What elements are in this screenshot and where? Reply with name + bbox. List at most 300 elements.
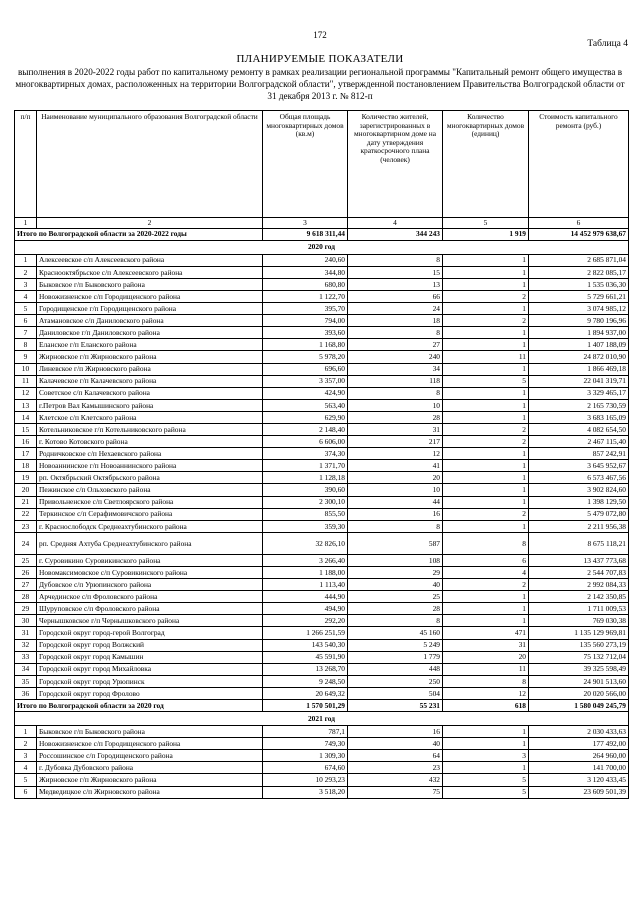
row-municipality: Привольненское с/п Светлоярского района — [37, 496, 263, 508]
row-cost: 141 700,00 — [529, 762, 629, 774]
table-row — [15, 460, 629, 472]
table-row — [15, 411, 629, 423]
row-houses: 2 — [443, 315, 529, 327]
row-index: 22 — [15, 508, 37, 520]
row-area: 1 128,18 — [263, 472, 348, 484]
row-area: 10 293,23 — [263, 774, 348, 786]
row-area: 344,80 — [263, 266, 348, 278]
row-cost: 13 437 773,68 — [529, 554, 629, 566]
table-header-row — [15, 111, 629, 218]
row-houses: 12 — [443, 687, 529, 699]
row-index: 16 — [15, 436, 37, 448]
table-row — [15, 762, 629, 774]
row-residents: 10 — [348, 484, 443, 496]
row-index: 10 — [15, 363, 37, 375]
table-label: Таблица 4 — [587, 39, 628, 49]
row-cost: 1 535 036,30 — [529, 278, 629, 290]
row-index: 23 — [15, 520, 37, 532]
row-cost: 1 711 009,53 — [529, 603, 629, 615]
row-cost: 1 866 469,18 — [529, 363, 629, 375]
row-municipality: Быковское г/п Быковского района — [37, 278, 263, 290]
row-residents: 75 — [348, 786, 443, 798]
row-index: 2 — [15, 738, 37, 750]
row-index: 17 — [15, 448, 37, 460]
row-houses: 1 — [443, 738, 529, 750]
total-2020-area: 1 570 501,29 — [263, 699, 348, 711]
row-area: 1 168,80 — [263, 339, 348, 351]
table-row — [15, 290, 629, 302]
row-index: 35 — [15, 675, 37, 687]
row-houses: 2 — [443, 579, 529, 591]
row-houses: 2 — [443, 436, 529, 448]
table-row — [15, 615, 629, 627]
row-houses: 1 — [443, 303, 529, 315]
row-houses: 1 — [443, 603, 529, 615]
row-residents: 240 — [348, 351, 443, 363]
row-cost: 135 560 273,19 — [529, 639, 629, 651]
row-municipality: Еланское г/п Еланского района — [37, 339, 263, 351]
row-municipality: Городской округ город Урюпинск — [37, 675, 263, 687]
total-all-cost: 14 452 979 638,67 — [529, 228, 629, 240]
row-area: 1 309,30 — [263, 750, 348, 762]
row-municipality: Калачевское г/п Калачевского района — [37, 375, 263, 387]
table-row — [15, 448, 629, 460]
total-all-label: Итого по Волгоградской области за 2020-2022 годы — [15, 228, 263, 240]
total-2020-houses: 618 — [443, 699, 529, 711]
row-municipality: г. Дубовка Дубовского района — [37, 762, 263, 774]
row-index: 30 — [15, 615, 37, 627]
row-houses: 1 — [443, 472, 529, 484]
row-area: 1 122,70 — [263, 290, 348, 302]
table-row — [15, 315, 629, 327]
row-cost: 2 142 350,85 — [529, 591, 629, 603]
row-houses: 1 — [443, 327, 529, 339]
row-index: 18 — [15, 460, 37, 472]
total-2020-row — [15, 699, 629, 711]
page-number: 172 — [313, 30, 327, 40]
row-residents: 8 — [348, 327, 443, 339]
row-houses: 4 — [443, 566, 529, 578]
row-houses: 1 — [443, 460, 529, 472]
row-area: 1 266 251,59 — [263, 627, 348, 639]
row-houses: 1 — [443, 278, 529, 290]
row-houses: 5 — [443, 786, 529, 798]
row-area: 292,20 — [263, 615, 348, 627]
row-residents: 8 — [348, 387, 443, 399]
row-municipality: Россошинское с/п Городищенского района — [37, 750, 263, 762]
total-all-area: 9 618 311,44 — [263, 228, 348, 240]
row-municipality: г. Котово Котовского района — [37, 436, 263, 448]
row-houses: 471 — [443, 627, 529, 639]
table-row — [15, 663, 629, 675]
header-residents: Количество жителей, зарегистрированных в многоквартирном доме на дату утверждения краткосрочного плана (человек) — [348, 111, 443, 218]
row-residents: 23 — [348, 762, 443, 774]
row-cost: 2 822 085,17 — [529, 266, 629, 278]
row-municipality: Алексеевское с/п Алексеевского района — [37, 254, 263, 266]
row-area: 855,50 — [263, 508, 348, 520]
header-area: Общая площадь многоквартирных домов (кв.м) — [263, 111, 348, 218]
column-number: 1 — [15, 218, 37, 229]
row-area: 390,60 — [263, 484, 348, 496]
row-index: 24 — [15, 532, 37, 554]
row-area: 749,30 — [263, 738, 348, 750]
row-index: 5 — [15, 774, 37, 786]
table-row — [15, 303, 629, 315]
table-row — [15, 532, 629, 554]
row-residents: 587 — [348, 532, 443, 554]
row-index: 20 — [15, 484, 37, 496]
row-municipality: Новоаннинское г/п Новоаннинского района — [37, 460, 263, 472]
table-row — [15, 472, 629, 484]
row-residents: 45 160 — [348, 627, 443, 639]
row-municipality: Дубовское с/п Урюпинского района — [37, 579, 263, 591]
row-municipality: Городской округ город Камышин — [37, 651, 263, 663]
row-municipality: г. Суровикино Суровикинского района — [37, 554, 263, 566]
table-row — [15, 387, 629, 399]
row-area: 20 649,32 — [263, 687, 348, 699]
row-residents: 18 — [348, 315, 443, 327]
row-cost: 3 329 465,17 — [529, 387, 629, 399]
row-houses: 2 — [443, 508, 529, 520]
row-municipality: Новомаксимовское с/п Суровикинского района — [37, 566, 263, 578]
row-area: 9 248,50 — [263, 675, 348, 687]
year-2020-label: 2020 год — [15, 240, 629, 254]
row-cost: 1 407 188,09 — [529, 339, 629, 351]
row-index: 6 — [15, 315, 37, 327]
row-municipality: Городской округ город Волжский — [37, 639, 263, 651]
row-index: 6 — [15, 786, 37, 798]
table-row — [15, 375, 629, 387]
row-index: 3 — [15, 278, 37, 290]
row-houses: 1 — [443, 448, 529, 460]
row-cost: 2 544 707,83 — [529, 566, 629, 578]
table-row — [15, 639, 629, 651]
row-area: 5 978,20 — [263, 351, 348, 363]
row-cost: 22 041 319,71 — [529, 375, 629, 387]
row-municipality: г. Краснослободск Среднеахтубинского района — [37, 520, 263, 532]
row-index: 4 — [15, 290, 37, 302]
row-index: 27 — [15, 579, 37, 591]
row-houses: 5 — [443, 375, 529, 387]
table-row — [15, 508, 629, 520]
row-area: 13 268,70 — [263, 663, 348, 675]
row-index: 1 — [15, 726, 37, 738]
header-cost: Стоимость капитального ремонта (руб.) — [529, 111, 629, 218]
row-cost: 5 729 661,21 — [529, 290, 629, 302]
row-houses: 1 — [443, 496, 529, 508]
year-2020-row — [15, 240, 629, 254]
column-number: 2 — [37, 218, 263, 229]
table-row — [15, 520, 629, 532]
row-houses: 1 — [443, 520, 529, 532]
row-houses: 1 — [443, 591, 529, 603]
row-index: 1 — [15, 254, 37, 266]
row-cost: 24 872 010,90 — [529, 351, 629, 363]
table-row — [15, 651, 629, 663]
table-row — [15, 750, 629, 762]
row-cost: 177 492,00 — [529, 738, 629, 750]
row-municipality: рп. Средняя Ахтуба Среднеахтубинского района — [37, 532, 263, 554]
row-area: 3 266,40 — [263, 554, 348, 566]
column-number: 3 — [263, 218, 348, 229]
row-index: 11 — [15, 375, 37, 387]
row-houses: 20 — [443, 651, 529, 663]
row-cost: 20 020 566,00 — [529, 687, 629, 699]
column-numbers-row — [15, 218, 629, 229]
row-area: 395,70 — [263, 303, 348, 315]
indicators-table — [14, 110, 629, 799]
row-municipality: Шуруповское с/п Фроловского района — [37, 603, 263, 615]
row-houses: 1 — [443, 363, 529, 375]
row-area: 143 540,30 — [263, 639, 348, 651]
row-cost: 857 242,91 — [529, 448, 629, 460]
header-index: п/п — [15, 111, 37, 218]
row-houses: 2 — [443, 424, 529, 436]
row-houses: 1 — [443, 726, 529, 738]
row-area: 629,90 — [263, 411, 348, 423]
row-residents: 29 — [348, 566, 443, 578]
row-houses: 1 — [443, 254, 529, 266]
row-area: 393,60 — [263, 327, 348, 339]
row-cost: 8 675 118,21 — [529, 532, 629, 554]
row-index: 19 — [15, 472, 37, 484]
row-municipality: Новожизненское с/п Городищенского района — [37, 290, 263, 302]
row-residents: 34 — [348, 363, 443, 375]
row-index: 2 — [15, 266, 37, 278]
row-area: 1 188,00 — [263, 566, 348, 578]
row-area: 794,00 — [263, 315, 348, 327]
total-2020-label: Итого по Волгоградской области за 2020 год — [15, 699, 263, 711]
table-row — [15, 738, 629, 750]
row-municipality: Даниловское г/п Даниловского района — [37, 327, 263, 339]
row-municipality: Новожизненское с/п Городищенского района — [37, 738, 263, 750]
row-cost: 24 901 513,60 — [529, 675, 629, 687]
row-residents: 16 — [348, 508, 443, 520]
table-row — [15, 484, 629, 496]
row-residents: 8 — [348, 254, 443, 266]
row-residents: 28 — [348, 411, 443, 423]
row-residents: 217 — [348, 436, 443, 448]
row-index: 5 — [15, 303, 37, 315]
row-residents: 20 — [348, 472, 443, 484]
row-municipality: Краснооктябрьское с/п Алексеевского района — [37, 266, 263, 278]
row-area: 563,40 — [263, 399, 348, 411]
row-residents: 448 — [348, 663, 443, 675]
row-index: 3 — [15, 750, 37, 762]
row-municipality: Чернышковское г/п Чернышковского района — [37, 615, 263, 627]
row-index: 8 — [15, 339, 37, 351]
row-cost: 1 894 937,00 — [529, 327, 629, 339]
row-area: 32 826,10 — [263, 532, 348, 554]
row-houses: 8 — [443, 532, 529, 554]
row-area: 240,60 — [263, 254, 348, 266]
row-area: 1 113,40 — [263, 579, 348, 591]
row-cost: 23 609 501,39 — [529, 786, 629, 798]
row-municipality: Атамановское с/п Даниловского района — [37, 315, 263, 327]
row-residents: 8 — [348, 520, 443, 532]
row-index: 21 — [15, 496, 37, 508]
row-residents: 504 — [348, 687, 443, 699]
row-residents: 250 — [348, 675, 443, 687]
total-2020-residents: 55 231 — [348, 699, 443, 711]
row-area: 3 357,00 — [263, 375, 348, 387]
row-municipality: Жирновское г/п Жирновского района — [37, 351, 263, 363]
row-residents: 41 — [348, 460, 443, 472]
row-area: 674,60 — [263, 762, 348, 774]
row-houses: 5 — [443, 774, 529, 786]
table-row — [15, 278, 629, 290]
row-houses: 8 — [443, 675, 529, 687]
row-cost: 264 960,00 — [529, 750, 629, 762]
header-municipality: Наименование муниципального образования Волгоградской области — [37, 111, 263, 218]
row-area: 374,30 — [263, 448, 348, 460]
row-municipality: Линевское г/п Жирновского района — [37, 363, 263, 375]
row-cost: 1 398 129,50 — [529, 496, 629, 508]
row-municipality: Теркинское с/п Серафимовичского района — [37, 508, 263, 520]
row-cost: 3 074 985,12 — [529, 303, 629, 315]
row-municipality: Клетское с/п Клетского района — [37, 411, 263, 423]
header-houses: Количество многоквартирных домов (единиц) — [443, 111, 529, 218]
row-area: 696,60 — [263, 363, 348, 375]
row-area: 787,1 — [263, 726, 348, 738]
row-residents: 8 — [348, 615, 443, 627]
document-subtitle: выполнения в 2020-2022 годы работ по капитальному ремонту в рамках реализации региональной программы "Капитальный ремонт общего имущества в многоквартирных домах, расположенных на территории Волгоградской области", утвержденной постановлением Правительства Волгоградской области от 31 декабря 2013 г. № 812-п — [15, 67, 625, 101]
row-index: 32 — [15, 639, 37, 651]
table-row — [15, 675, 629, 687]
row-houses: 1 — [443, 484, 529, 496]
row-index: 12 — [15, 387, 37, 399]
row-houses: 6 — [443, 554, 529, 566]
row-cost: 4 082 654,50 — [529, 424, 629, 436]
row-residents: 28 — [348, 603, 443, 615]
row-residents: 16 — [348, 726, 443, 738]
row-residents: 108 — [348, 554, 443, 566]
row-index: 4 — [15, 762, 37, 774]
row-municipality: Городской округ город-герой Волгоград — [37, 627, 263, 639]
row-area: 494,90 — [263, 603, 348, 615]
total-all-residents: 344 243 — [348, 228, 443, 240]
table-row — [15, 363, 629, 375]
row-area: 45 591,90 — [263, 651, 348, 663]
table-row — [15, 339, 629, 351]
row-index: 15 — [15, 424, 37, 436]
year-2021-row — [15, 712, 629, 726]
row-index: 25 — [15, 554, 37, 566]
row-municipality: Городской округ город Фролово — [37, 687, 263, 699]
row-cost: 1 135 129 969,81 — [529, 627, 629, 639]
row-cost: 2 467 115,40 — [529, 436, 629, 448]
row-houses: 1 — [443, 266, 529, 278]
table-row — [15, 579, 629, 591]
table-row — [15, 266, 629, 278]
row-municipality: Городской округ город Михайловка — [37, 663, 263, 675]
row-residents: 10 — [348, 399, 443, 411]
row-index: 13 — [15, 399, 37, 411]
row-residents: 25 — [348, 591, 443, 603]
row-cost: 3 120 433,45 — [529, 774, 629, 786]
row-houses: 11 — [443, 663, 529, 675]
row-area: 680,80 — [263, 278, 348, 290]
row-cost: 5 479 072,80 — [529, 508, 629, 520]
row-houses: 3 — [443, 750, 529, 762]
row-municipality: г.Петров Вал Камышинского района — [37, 399, 263, 411]
table-row — [15, 496, 629, 508]
row-cost: 6 573 467,56 — [529, 472, 629, 484]
row-municipality: Родничковское с/п Нехаевского района — [37, 448, 263, 460]
total-all-row — [15, 228, 629, 240]
row-index: 36 — [15, 687, 37, 699]
total-2020-cost: 1 580 049 245,79 — [529, 699, 629, 711]
row-residents: 1 779 — [348, 651, 443, 663]
table-row — [15, 591, 629, 603]
table-row — [15, 603, 629, 615]
row-residents: 15 — [348, 266, 443, 278]
row-index: 14 — [15, 411, 37, 423]
year-2021-label: 2021 год — [15, 712, 629, 726]
row-houses: 1 — [443, 339, 529, 351]
row-municipality: Пежинское с/п Ольховского района — [37, 484, 263, 496]
row-index: 9 — [15, 351, 37, 363]
row-municipality: Котельниковское г/п Котельниковского района — [37, 424, 263, 436]
column-number: 5 — [443, 218, 529, 229]
row-area: 444,90 — [263, 591, 348, 603]
row-cost: 2 030 433,63 — [529, 726, 629, 738]
row-residents: 31 — [348, 424, 443, 436]
table-row — [15, 424, 629, 436]
row-index: 33 — [15, 651, 37, 663]
row-residents: 66 — [348, 290, 443, 302]
row-cost: 769 030,38 — [529, 615, 629, 627]
row-index: 34 — [15, 663, 37, 675]
row-residents: 40 — [348, 579, 443, 591]
row-municipality: Советское с/п Калачевского района — [37, 387, 263, 399]
table-row — [15, 786, 629, 798]
table-row — [15, 436, 629, 448]
row-index: 28 — [15, 591, 37, 603]
row-houses: 1 — [443, 399, 529, 411]
column-number: 6 — [529, 218, 629, 229]
row-residents: 12 — [348, 448, 443, 460]
row-municipality: Быковское г/п Быковского района — [37, 726, 263, 738]
row-residents: 64 — [348, 750, 443, 762]
row-cost: 3 683 165,09 — [529, 411, 629, 423]
row-cost: 39 325 598,49 — [529, 663, 629, 675]
row-houses: 1 — [443, 411, 529, 423]
total-all-houses: 1 919 — [443, 228, 529, 240]
row-cost: 3 645 952,67 — [529, 460, 629, 472]
row-municipality: Арчединское с/п Фроловского района — [37, 591, 263, 603]
row-houses: 11 — [443, 351, 529, 363]
row-residents: 5 249 — [348, 639, 443, 651]
row-houses: 1 — [443, 615, 529, 627]
row-municipality: рп. Октябрьский Октябрьского района — [37, 472, 263, 484]
row-residents: 40 — [348, 738, 443, 750]
row-residents: 27 — [348, 339, 443, 351]
table-row — [15, 566, 629, 578]
row-municipality: Медведицкое с/п Жирновского района — [37, 786, 263, 798]
row-cost: 75 132 712,04 — [529, 651, 629, 663]
row-houses: 2 — [443, 290, 529, 302]
row-area: 2 148,40 — [263, 424, 348, 436]
row-index: 29 — [15, 603, 37, 615]
row-area: 359,30 — [263, 520, 348, 532]
row-index: 26 — [15, 566, 37, 578]
row-cost: 2 685 871,04 — [529, 254, 629, 266]
table-row — [15, 554, 629, 566]
table-row — [15, 774, 629, 786]
row-index: 31 — [15, 627, 37, 639]
table-row — [15, 627, 629, 639]
